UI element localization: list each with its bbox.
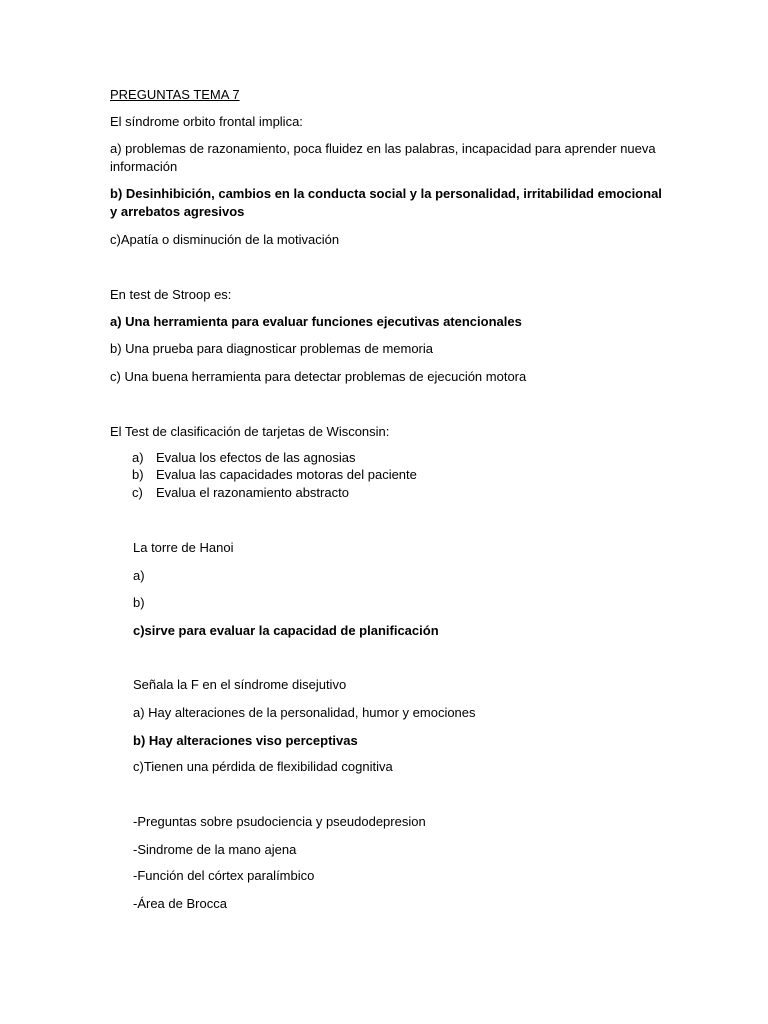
list-item-text: Evalua los efectos de las agnosias [156, 450, 356, 465]
list-item-text: Evalua el razonamiento abstracto [156, 485, 349, 500]
topic-item: -Sindrome de la mano ajena [133, 842, 297, 857]
question-2: En test de Stroop es: [110, 287, 232, 302]
question-2-option-a: a) Una herramienta para evaluar funciones ejecutivas atencionales [110, 314, 522, 329]
question-3: El Test de clasificación de tarjetas de Wisconsin: [110, 424, 390, 439]
question-2-option-c: c) Una buena herramienta para detectar problemas de ejecución motora [110, 369, 527, 384]
list-item-letter: b) [132, 467, 144, 482]
question-4-option-a: a) [133, 568, 145, 583]
question-1-option-a: a) problemas de razonamiento, poca fluidez en las palabras, incapacidad para aprender nueva información [110, 141, 656, 174]
question-5-option-a: a) Hay alteraciones de la personalidad, humor y emociones [133, 705, 476, 720]
question-4: La torre de Hanoi [133, 540, 234, 555]
topic-item: -Preguntas sobre psudociencia y pseudodepresion [133, 814, 426, 829]
question-1-option-b: b) Desinhibición, cambios en la conducta social y la personalidad, irritabilidad emocional y arrebatos agresivos [110, 186, 662, 219]
question-5-option-b: b) Hay alteraciones viso perceptivas [133, 733, 358, 748]
topic-item: -Función del córtex paralímbico [133, 868, 315, 883]
question-5-option-c: c)Tienen una pérdida de flexibilidad cognitiva [133, 759, 393, 774]
list-item-text: Evalua las capacidades motoras del paciente [156, 467, 417, 482]
question-1-option-c: c)Apatía o disminución de la motivación [110, 232, 340, 247]
question-5: Señala la F en el síndrome disejutivo [133, 677, 347, 692]
list-item-letter: c) [132, 485, 143, 500]
document-title: PREGUNTAS TEMA 7 [110, 87, 240, 102]
question-4-option-b: b) [133, 595, 145, 610]
question-1: El síndrome orbito frontal implica: [110, 114, 303, 129]
question-2-option-b: b) Una prueba para diagnosticar problemas de memoria [110, 341, 434, 356]
question-4-option-c: c)sirve para evaluar la capacidad de planificación [133, 623, 439, 638]
list-item-letter: a) [132, 450, 144, 465]
topic-item: -Área de Brocca [133, 896, 227, 911]
